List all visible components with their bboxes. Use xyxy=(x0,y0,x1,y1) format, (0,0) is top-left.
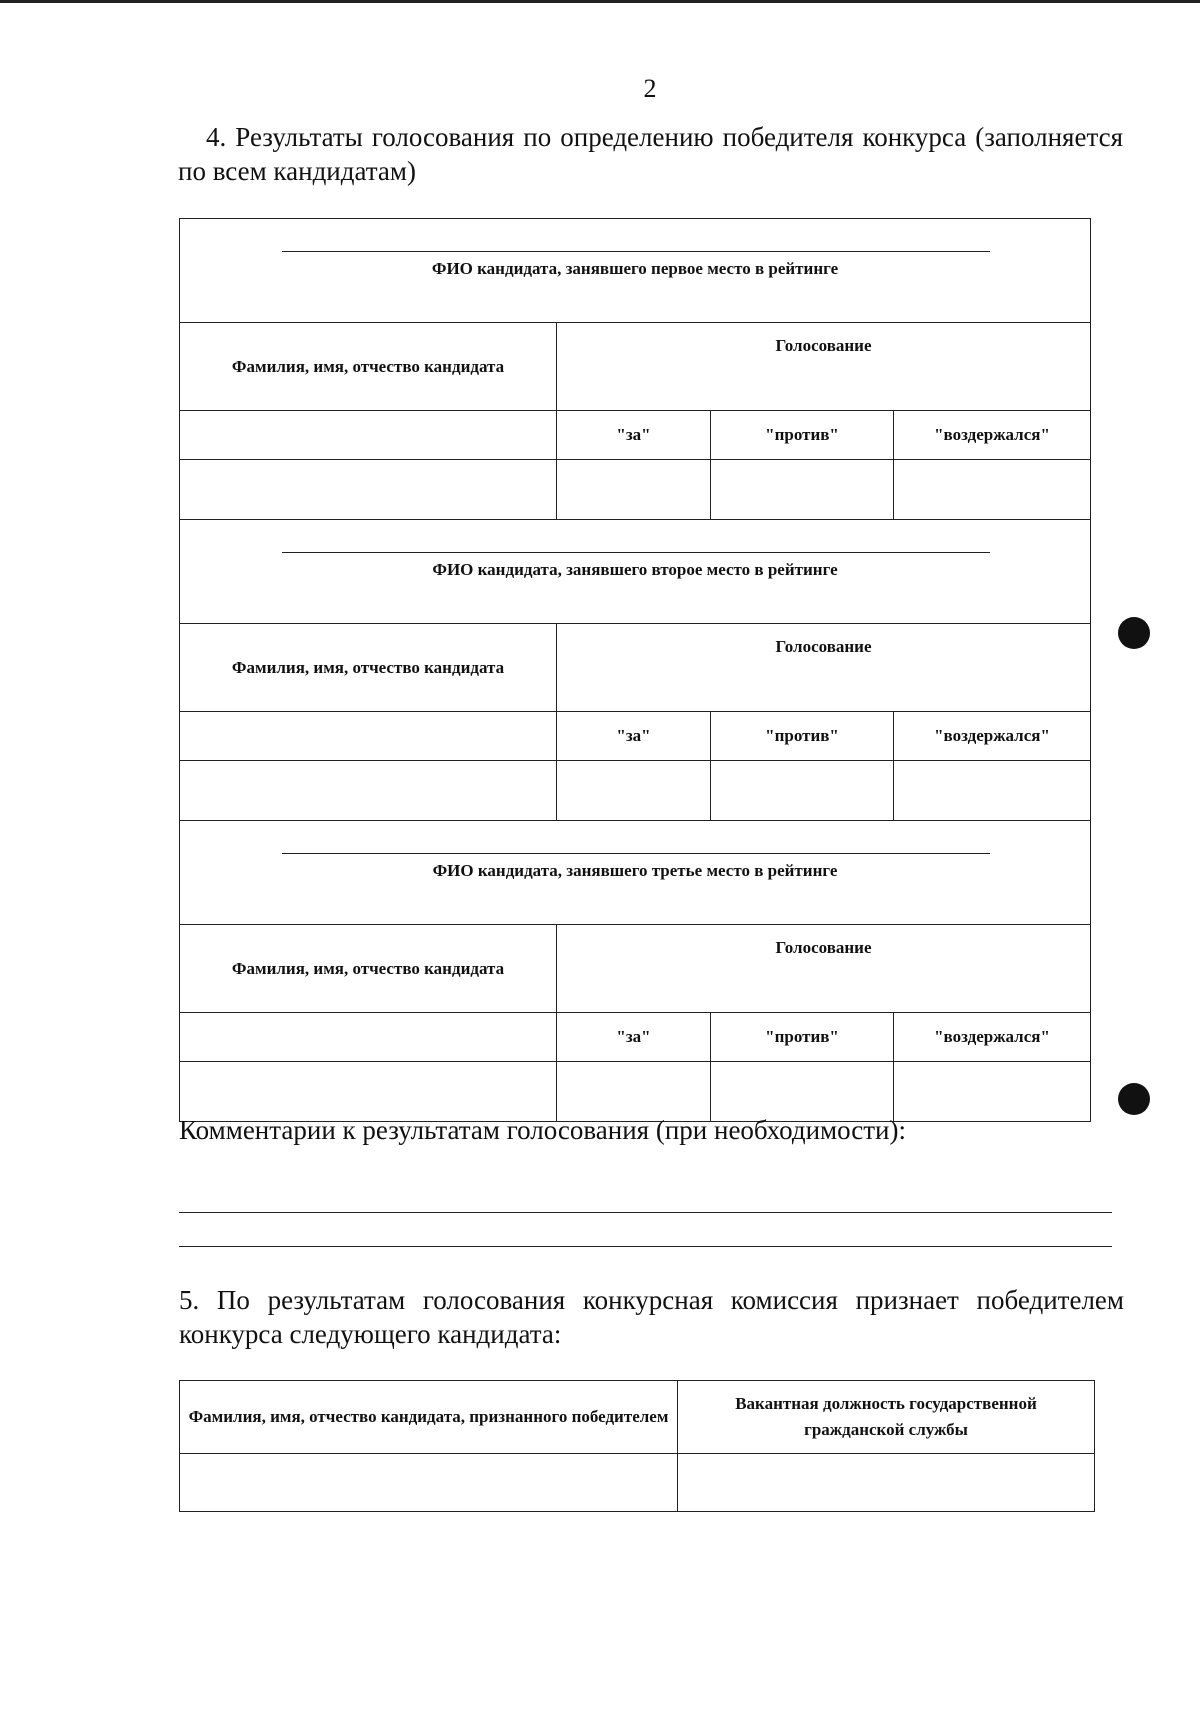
votes-for-cell[interactable] xyxy=(557,460,711,520)
votes-against-cell[interactable] xyxy=(711,761,894,821)
votes-abstain-cell[interactable] xyxy=(894,1062,1091,1122)
votes-for-cell[interactable] xyxy=(557,761,711,821)
candidate-name-cell[interactable] xyxy=(180,460,557,520)
option-against: "против" xyxy=(711,1013,894,1062)
vote-data-row xyxy=(180,761,1091,821)
rank-caption-third: ФИО кандидата, занявшего третье место в рейтинге xyxy=(432,861,838,880)
votes-against-cell[interactable] xyxy=(711,460,894,520)
candidate-name-line xyxy=(282,552,990,553)
option-abstain: "воздержался" xyxy=(894,1013,1091,1062)
section-5-text: 5. По результатам голосования конкурсная комиссия признает победителем конкурса следующего кандидата: xyxy=(179,1285,1124,1349)
comments-label: Комментарии к результатам голосования (при необходимости): xyxy=(179,1115,906,1145)
vote-data-row xyxy=(180,1062,1091,1122)
page-number: 2 xyxy=(643,74,657,103)
votes-against-cell[interactable] xyxy=(711,1062,894,1122)
voting-results-table xyxy=(179,218,1091,1122)
option-against: "против" xyxy=(711,712,894,761)
page-top-edge xyxy=(0,0,1200,3)
vote-header: Голосование xyxy=(557,624,1091,712)
option-for: "за" xyxy=(557,1013,711,1062)
empty-cell xyxy=(180,411,557,460)
votes-abstain-cell[interactable] xyxy=(894,460,1091,520)
vacant-position-cell[interactable] xyxy=(678,1454,1095,1512)
comment-line[interactable] xyxy=(179,1246,1112,1247)
candidate-name-cell[interactable] xyxy=(180,1062,557,1122)
name-header: Фамилия, имя, отчество кандидата xyxy=(180,925,557,1013)
name-header: Фамилия, имя, отчество кандидата xyxy=(180,624,557,712)
votes-for-cell[interactable] xyxy=(557,1062,711,1122)
vote-header: Голосование xyxy=(557,925,1091,1013)
rank-row-third xyxy=(180,821,1091,925)
vacant-position-header: Вакантная должность государственной гражданской службы xyxy=(678,1381,1095,1454)
rank-caption-first: ФИО кандидата, занявшего первое место в рейтинге xyxy=(431,259,839,278)
winner-name-header: Фамилия, имя, отчество кандидата, признанного победителем xyxy=(180,1381,678,1454)
comment-line[interactable] xyxy=(179,1212,1112,1213)
section-4-text: 4. Результаты голосования по определению победителя конкурса (заполняется по всем кандидатам) xyxy=(178,122,1123,186)
option-abstain: "воздержался" xyxy=(894,712,1091,761)
vote-header: Голосование xyxy=(557,323,1091,411)
winner-name-cell[interactable] xyxy=(180,1454,678,1512)
option-for: "за" xyxy=(557,411,711,460)
rank-caption-second: ФИО кандидата, занявшего второе место в рейтинге xyxy=(432,560,838,579)
empty-cell xyxy=(180,712,557,761)
option-against: "против" xyxy=(711,411,894,460)
empty-cell xyxy=(180,1013,557,1062)
name-header: Фамилия, имя, отчество кандидата xyxy=(180,323,557,411)
winner-table xyxy=(179,1380,1095,1512)
punch-hole xyxy=(1118,617,1150,649)
rank-row-second xyxy=(180,520,1091,624)
candidate-name-cell[interactable] xyxy=(180,761,557,821)
votes-abstain-cell[interactable] xyxy=(894,761,1091,821)
option-abstain: "воздержался" xyxy=(894,411,1091,460)
vote-data-row xyxy=(180,460,1091,520)
rank-row-first xyxy=(180,219,1091,323)
candidate-name-line xyxy=(282,251,990,252)
candidate-name-line xyxy=(282,853,990,854)
option-for: "за" xyxy=(557,712,711,761)
punch-hole xyxy=(1118,1083,1150,1115)
